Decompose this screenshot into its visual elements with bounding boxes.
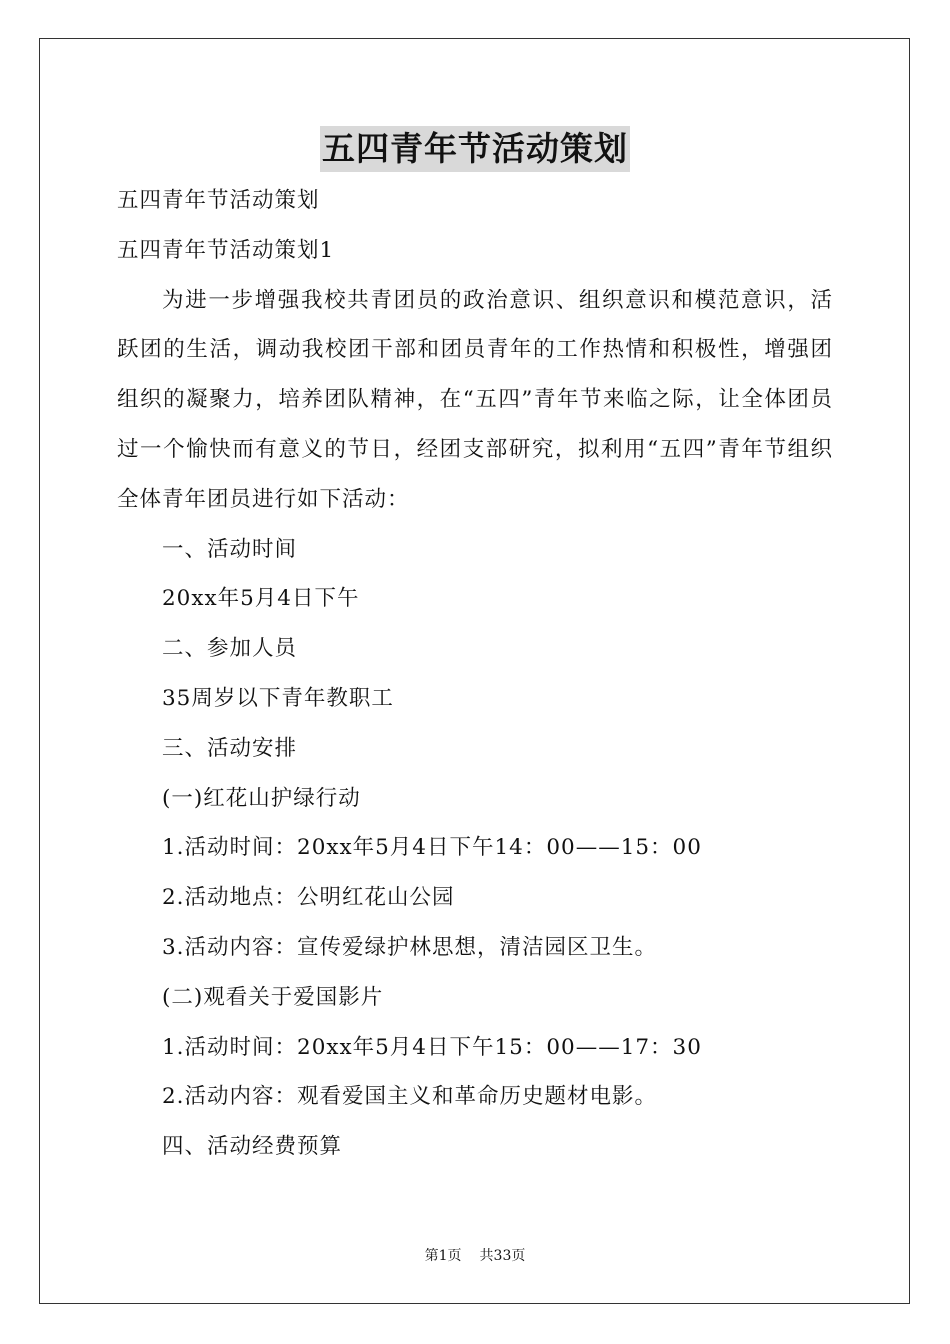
activity-1-content: 3.活动内容：宣传爱绿护林思想，清洁园区卫生。 bbox=[162, 934, 658, 960]
document-body bbox=[117, 176, 833, 1172]
activity-1-location: 2.活动地点：公明红花山公园 bbox=[162, 885, 455, 911]
heading-participants: 二、参加人员 bbox=[162, 636, 298, 662]
intro-paragraph: 为进一步增强我校共青团员的政治意识、组织意识和模范意识，活跃团的生活，调动我校团干部和团员青年的工作热情和积极性，增强团组织的凝聚力，培养团队精神，在“五四”青年节来临之际，让全体团员过一个愉快而有意义的节日，经团支部研究，拟利用“五四”青年节组织全体青年团员进行如下活动： bbox=[117, 287, 833, 512]
heading-time: 一、活动时间 bbox=[162, 536, 298, 562]
text-participants: 35周岁以下青年教职工 bbox=[162, 685, 394, 711]
activity-2-content: 2.活动内容：观看爱国主义和革命历史题材电影。 bbox=[162, 1084, 658, 1110]
activity-2-time: 1.活动时间：20xx年5月4日下午15：00——17：30 bbox=[162, 1034, 702, 1060]
title-container bbox=[0, 126, 950, 172]
section-heading: 五四青年节活动策划1 bbox=[117, 237, 335, 263]
subtitle-line: 五四青年节活动策划 bbox=[117, 188, 320, 213]
page-number: 第1页 bbox=[424, 1248, 462, 1264]
activity-1-time: 1.活动时间：20xx年5月4日下午14：00——15：00 bbox=[162, 835, 702, 861]
heading-budget: 四、活动经费预算 bbox=[162, 1134, 343, 1160]
heading-schedule: 三、活动安排 bbox=[162, 735, 298, 761]
document-title: 五四青年节活动策划 bbox=[320, 126, 630, 172]
subheading-activity-2: (二)观看关于爱国影片 bbox=[162, 984, 384, 1010]
text-time: 20xx年5月4日下午 bbox=[162, 586, 360, 612]
page-total: 共33页 bbox=[479, 1248, 526, 1264]
page-footer bbox=[0, 1246, 950, 1266]
subheading-activity-1: (一)红花山护绿行动 bbox=[162, 785, 361, 811]
